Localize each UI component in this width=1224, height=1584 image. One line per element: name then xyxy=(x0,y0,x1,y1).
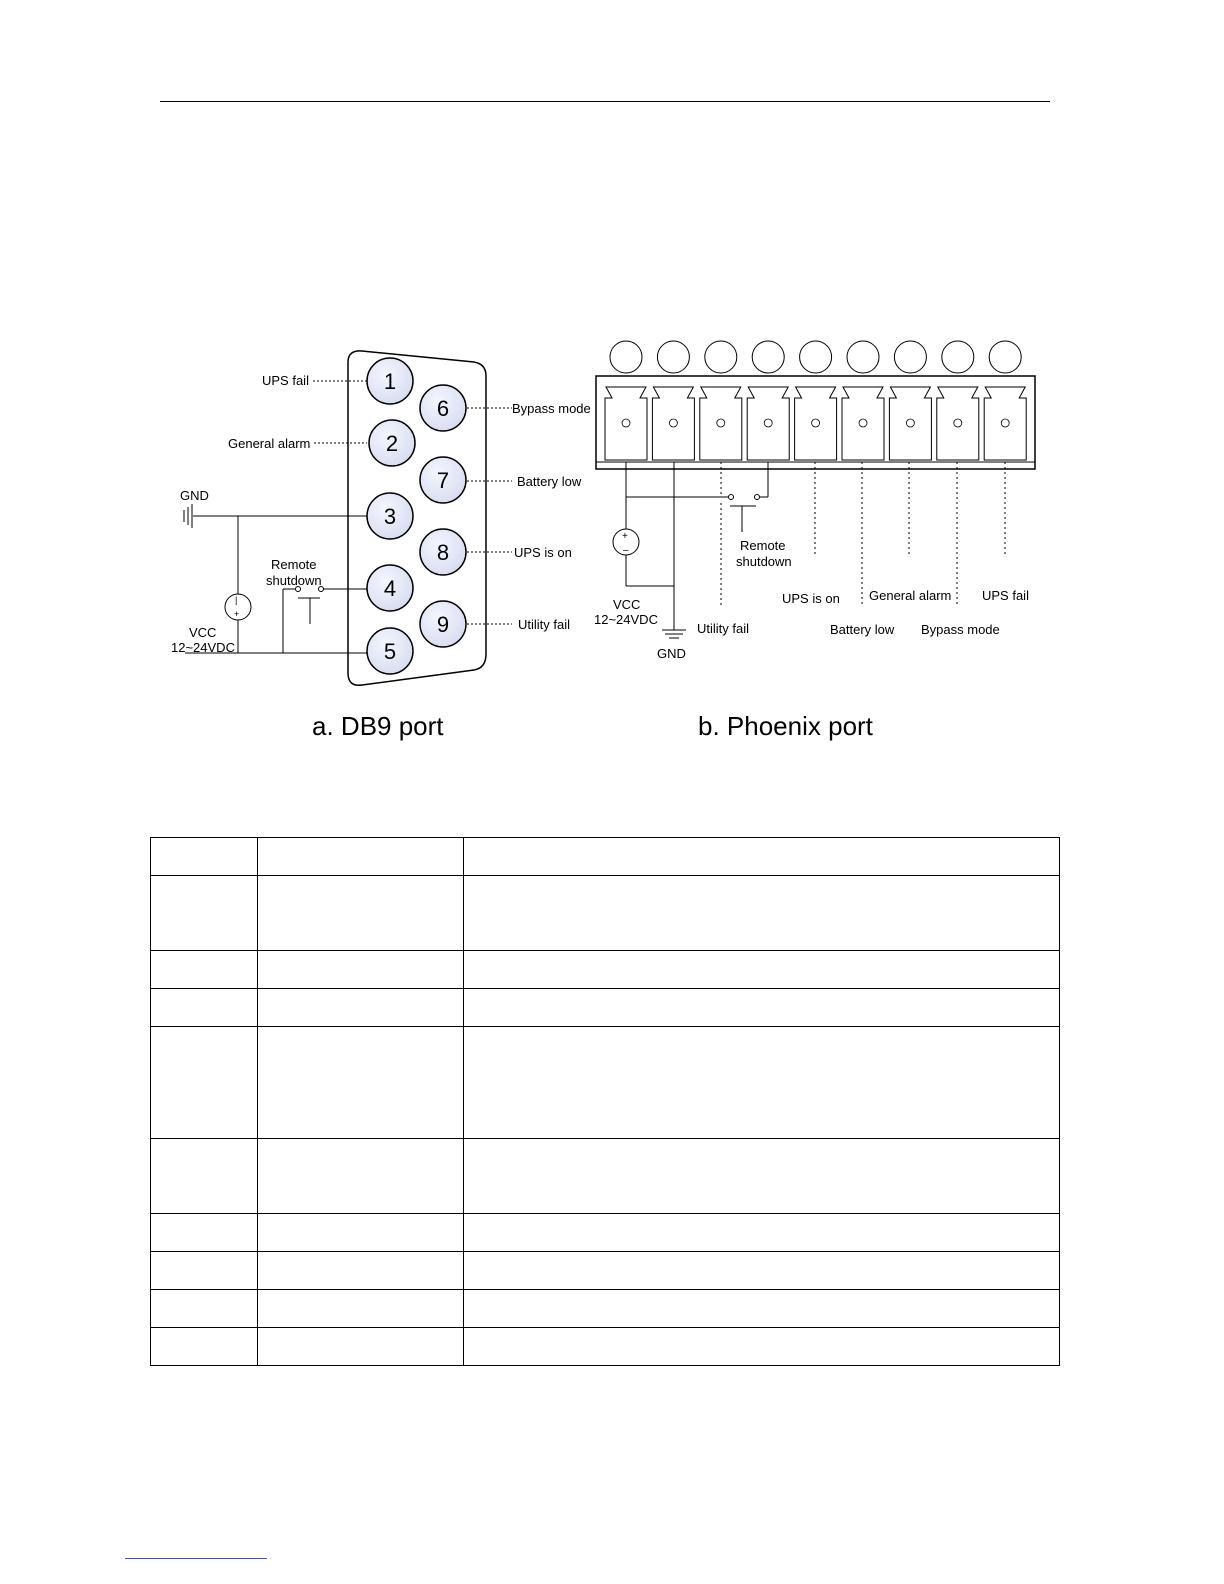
pin-definition-table xyxy=(150,837,1060,1366)
caption-phoenix-letter: b. xyxy=(698,711,720,741)
table-row xyxy=(151,1328,1060,1366)
db9-label-general-alarm: General alarm xyxy=(228,436,311,451)
phoenix-label-general-alarm: General alarm xyxy=(869,588,952,603)
caption-db9-title: DB9 port xyxy=(340,711,444,741)
table-row xyxy=(151,838,1060,876)
table-cell xyxy=(463,1214,1059,1252)
table-cell xyxy=(463,1328,1059,1366)
phoenix-screw-head xyxy=(705,341,737,373)
db9-label-remote: Remote xyxy=(271,557,317,572)
table-row xyxy=(151,1214,1060,1252)
db9-label-ups-is-on: UPS is on xyxy=(514,545,572,560)
table-row xyxy=(151,951,1060,989)
table-cell xyxy=(463,1252,1059,1290)
db9-label-ups-fail: UPS fail xyxy=(262,373,309,388)
svg-text:+: + xyxy=(234,609,240,619)
caption-db9-letter: a. xyxy=(312,711,334,741)
phoenix-screw-head xyxy=(752,341,784,373)
port-diagrams xyxy=(0,0,1224,780)
table-cell xyxy=(463,876,1059,951)
table-row xyxy=(151,989,1060,1027)
db9-pin-number: 4 xyxy=(383,576,397,601)
table-row xyxy=(151,876,1060,951)
table-cell xyxy=(257,1139,463,1214)
phoenix-terminal-hole xyxy=(622,419,630,427)
db9-pin-number: 6 xyxy=(436,396,450,421)
phoenix-label-vcc-range: 12~24VDC xyxy=(594,612,658,627)
table-cell xyxy=(151,1252,258,1290)
phoenix-terminal-hole xyxy=(906,419,914,427)
db9-pin-number: 1 xyxy=(383,369,397,394)
phoenix-screw-head xyxy=(610,341,642,373)
phoenix-screw-head xyxy=(800,341,832,373)
table-cell xyxy=(463,838,1059,876)
phoenix-label-bypass-mode: Bypass mode xyxy=(921,622,1000,637)
phoenix-terminal-hole xyxy=(1001,419,1009,427)
table-row xyxy=(151,1027,1060,1139)
table-cell xyxy=(257,1252,463,1290)
phoenix-label-ups-fail: UPS fail xyxy=(982,588,1029,603)
svg-text:+: + xyxy=(622,531,628,542)
db9-pin-number: 9 xyxy=(436,612,450,637)
phoenix-terminal-hole xyxy=(859,419,867,427)
table-cell xyxy=(151,1290,258,1328)
table-cell xyxy=(257,1290,463,1328)
table-cell xyxy=(151,1214,258,1252)
db9-pin-number: 5 xyxy=(383,639,397,664)
phoenix-label-ups-is-on: UPS is on xyxy=(782,591,840,606)
phoenix-label-gnd: GND xyxy=(657,646,686,661)
phoenix-diagram xyxy=(594,341,1035,661)
caption-db9 xyxy=(312,711,444,742)
db9-label-gnd: GND xyxy=(180,488,209,503)
table-cell xyxy=(151,1328,258,1366)
db9-label-shutdown: shutdown xyxy=(266,573,322,588)
table-cell xyxy=(257,1328,463,1366)
table-row xyxy=(151,1252,1060,1290)
phoenix-screw-head xyxy=(657,341,689,373)
table-row xyxy=(151,1290,1060,1328)
table-cell xyxy=(463,951,1059,989)
db9-pin-number: 8 xyxy=(436,540,450,565)
phoenix-screw-head xyxy=(942,341,974,373)
phoenix-terminal-hole xyxy=(764,419,772,427)
table-cell xyxy=(257,951,463,989)
table-cell xyxy=(463,989,1059,1027)
phoenix-label-shutdown: shutdown xyxy=(736,554,792,569)
table-cell xyxy=(257,838,463,876)
table-cell xyxy=(151,1027,258,1139)
table-row xyxy=(151,1139,1060,1214)
phoenix-terminal-hole xyxy=(812,419,820,427)
table-cell xyxy=(151,951,258,989)
db9-label-vcc: VCC xyxy=(189,625,217,640)
table-cell xyxy=(151,876,258,951)
db9-label-utility-fail: Utility fail xyxy=(518,617,571,632)
footer-link-underline xyxy=(125,1558,267,1559)
table-cell xyxy=(151,989,258,1027)
phoenix-label-remote: Remote xyxy=(740,538,786,553)
table-cell xyxy=(257,989,463,1027)
table-cell xyxy=(257,1027,463,1139)
phoenix-screw-head xyxy=(894,341,926,373)
phoenix-screw-head xyxy=(847,341,879,373)
phoenix-label-utility-fail: Utility fail xyxy=(697,621,750,636)
db9-pin-number: 2 xyxy=(385,431,399,456)
db9-label-battery-low: Battery low xyxy=(517,474,582,489)
db9-pin-number: 3 xyxy=(383,504,397,529)
phoenix-label-vcc: VCC xyxy=(613,597,641,612)
phoenix-terminal-hole xyxy=(717,419,725,427)
svg-text:–: – xyxy=(623,545,629,556)
phoenix-terminal-hole xyxy=(954,419,962,427)
table-cell xyxy=(257,1214,463,1252)
phoenix-label-battery-low: Battery low xyxy=(830,622,895,637)
phoenix-terminal-hole xyxy=(669,419,677,427)
table-cell xyxy=(463,1139,1059,1214)
db9-diagram xyxy=(171,351,591,685)
table-cell xyxy=(463,1290,1059,1328)
db9-label-bypass-mode: Bypass mode xyxy=(512,401,591,416)
caption-phoenix-title: Phoenix port xyxy=(726,711,873,741)
phoenix-screw-head xyxy=(989,341,1021,373)
table-cell xyxy=(151,838,258,876)
db9-label-vcc-range: 12~24VDC xyxy=(171,640,235,655)
table-cell xyxy=(151,1139,258,1214)
table-cell xyxy=(463,1027,1059,1139)
db9-pin-number: 7 xyxy=(436,468,450,493)
table-cell xyxy=(257,876,463,951)
caption-phoenix xyxy=(698,711,873,742)
svg-text:|: | xyxy=(235,595,238,605)
